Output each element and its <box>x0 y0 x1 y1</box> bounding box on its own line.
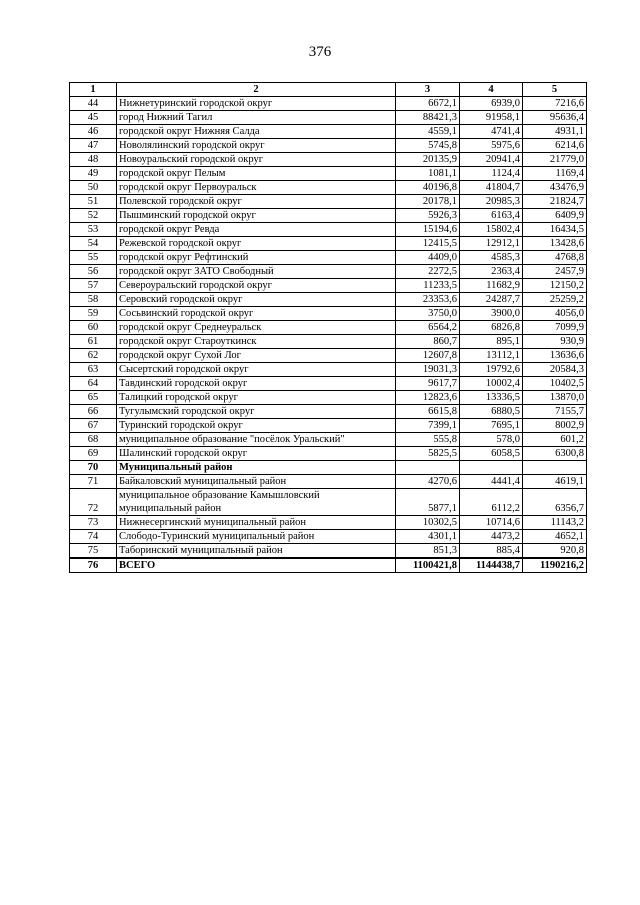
name-cell: городской округ Рефтинский <box>117 251 396 265</box>
row-number-cell: 68 <box>70 433 117 447</box>
value-cell: 6672,1 <box>396 97 460 111</box>
value-cell: 4652,1 <box>523 530 587 544</box>
value-cell: 13336,5 <box>460 391 523 405</box>
value-cell: 920,8 <box>523 544 587 559</box>
value-cell: 578,0 <box>460 433 523 447</box>
value-cell: 10302,5 <box>396 516 460 530</box>
value-cell: 20135,9 <box>396 153 460 167</box>
value-cell: 23353,6 <box>396 293 460 307</box>
table-row <box>70 125 587 139</box>
value-cell: 5926,3 <box>396 209 460 223</box>
name-cell: городской округ Староуткинск <box>117 335 396 349</box>
row-number-cell: 47 <box>70 139 117 153</box>
row-number-cell: 56 <box>70 265 117 279</box>
table-row <box>70 335 587 349</box>
value-cell: 10714,6 <box>460 516 523 530</box>
value-cell: 851,3 <box>396 544 460 559</box>
value-cell: 4056,0 <box>523 307 587 321</box>
row-number-cell: 52 <box>70 209 117 223</box>
name-cell: Слободо-Туринский муниципальный район <box>117 530 396 544</box>
value-cell: 4768,8 <box>523 251 587 265</box>
value-cell: 4619,1 <box>523 475 587 489</box>
table-row <box>70 363 587 377</box>
value-cell: 43476,9 <box>523 181 587 195</box>
name-cell: Режевской городской округ <box>117 237 396 251</box>
table-row <box>70 97 587 111</box>
name-cell: городской округ Пелым <box>117 167 396 181</box>
value-cell: 91958,1 <box>460 111 523 125</box>
row-number-cell: 61 <box>70 335 117 349</box>
table-row <box>70 237 587 251</box>
table-row <box>70 447 587 461</box>
table-row <box>70 167 587 181</box>
table-row <box>70 139 587 153</box>
value-cell: 16434,5 <box>523 223 587 237</box>
row-number-cell: 69 <box>70 447 117 461</box>
value-cell: 1144438,7 <box>460 558 523 573</box>
table-row <box>70 321 587 335</box>
name-cell: Полевской городской округ <box>117 195 396 209</box>
value-cell: 555,8 <box>396 433 460 447</box>
value-cell: 21824,7 <box>523 195 587 209</box>
value-cell: 4473,2 <box>460 530 523 544</box>
row-number-cell: 51 <box>70 195 117 209</box>
table-row <box>70 307 587 321</box>
value-cell: 11682,9 <box>460 279 523 293</box>
name-cell: город Нижний Тагил <box>117 111 396 125</box>
row-number-cell: 66 <box>70 405 117 419</box>
table-row <box>70 349 587 363</box>
value-cell: 4931,1 <box>523 125 587 139</box>
value-cell: 7399,1 <box>396 419 460 433</box>
value-cell: 6409,9 <box>523 209 587 223</box>
table-row <box>70 391 587 405</box>
value-cell: 6564,2 <box>396 321 460 335</box>
name-cell: Серовский городской округ <box>117 293 396 307</box>
value-cell: 1190216,2 <box>523 558 587 573</box>
name-cell: ВСЕГО <box>117 558 396 573</box>
name-cell: Нижнесергинский муниципальный район <box>117 516 396 530</box>
value-cell: 13112,1 <box>460 349 523 363</box>
value-cell: 6615,8 <box>396 405 460 419</box>
value-cell: 7216,6 <box>523 97 587 111</box>
name-cell: городской округ Среднеуральск <box>117 321 396 335</box>
value-cell: 1100421,8 <box>396 558 460 573</box>
name-cell: Талицкий городской округ <box>117 391 396 405</box>
row-number-cell: 71 <box>70 475 117 489</box>
value-cell: 13636,6 <box>523 349 587 363</box>
value-cell: 2457,9 <box>523 265 587 279</box>
name-cell: Пышминский городской округ <box>117 209 396 223</box>
value-cell: 19031,3 <box>396 363 460 377</box>
value-cell: 3900,0 <box>460 307 523 321</box>
row-number-cell: 74 <box>70 530 117 544</box>
value-cell: 6214,6 <box>523 139 587 153</box>
name-cell: муниципальное образование "посёлок Уральский" <box>117 433 396 447</box>
value-cell: 20584,3 <box>523 363 587 377</box>
header-cell: 3 <box>396 83 460 97</box>
name-cell: Муниципальный район <box>117 461 396 475</box>
table-row <box>70 209 587 223</box>
value-cell: 8002,9 <box>523 419 587 433</box>
value-cell: 1124,4 <box>460 167 523 181</box>
name-cell: муниципальное образование Камышловский муниципальный район <box>117 489 396 516</box>
table-row <box>70 475 587 489</box>
table-row <box>70 544 587 559</box>
value-cell: 5975,6 <box>460 139 523 153</box>
row-number-cell: 60 <box>70 321 117 335</box>
value-cell: 10002,4 <box>460 377 523 391</box>
row-number-cell: 75 <box>70 544 117 559</box>
row-number-cell: 76 <box>70 558 117 573</box>
name-cell: городской округ Нижняя Салда <box>117 125 396 139</box>
header-cell: 2 <box>117 83 396 97</box>
value-cell: 6112,2 <box>460 489 523 516</box>
name-cell: городской округ Сухой Лог <box>117 349 396 363</box>
table-row <box>70 153 587 167</box>
value-cell: 6356,7 <box>523 489 587 516</box>
name-cell: Таборинский муниципальный район <box>117 544 396 559</box>
value-cell: 1081,1 <box>396 167 460 181</box>
table-row <box>70 223 587 237</box>
value-cell: 7695,1 <box>460 419 523 433</box>
name-cell: городской округ ЗАТО Свободный <box>117 265 396 279</box>
value-cell: 24287,7 <box>460 293 523 307</box>
row-number-cell: 62 <box>70 349 117 363</box>
name-cell: Сосьвинский городской округ <box>117 307 396 321</box>
table-row <box>70 111 587 125</box>
table-row <box>70 405 587 419</box>
value-cell: 895,1 <box>460 335 523 349</box>
value-cell: 25259,2 <box>523 293 587 307</box>
name-cell: Новоуральский городской округ <box>117 153 396 167</box>
name-cell: Новолялинский городской округ <box>117 139 396 153</box>
table-row <box>70 433 587 447</box>
row-number-cell: 54 <box>70 237 117 251</box>
table-row <box>70 377 587 391</box>
value-cell: 5825,5 <box>396 447 460 461</box>
row-number-cell: 49 <box>70 167 117 181</box>
value-cell: 2272,5 <box>396 265 460 279</box>
row-number-cell: 55 <box>70 251 117 265</box>
value-cell: 4741,4 <box>460 125 523 139</box>
page-number: 376 <box>308 44 332 60</box>
value-cell: 95636,4 <box>523 111 587 125</box>
row-number-cell: 48 <box>70 153 117 167</box>
row-number-cell: 70 <box>70 461 117 475</box>
table-row <box>70 181 587 195</box>
value-cell <box>460 461 523 475</box>
row-number-cell: 50 <box>70 181 117 195</box>
header-cell: 1 <box>70 83 117 97</box>
value-cell: 5745,8 <box>396 139 460 153</box>
row-number-cell: 72 <box>70 489 117 516</box>
table-row <box>70 461 587 475</box>
value-cell: 885,4 <box>460 544 523 559</box>
value-cell: 3750,0 <box>396 307 460 321</box>
value-cell: 41804,7 <box>460 181 523 195</box>
value-cell: 10402,5 <box>523 377 587 391</box>
row-number-cell: 58 <box>70 293 117 307</box>
data-table <box>69 82 587 573</box>
value-cell: 860,7 <box>396 335 460 349</box>
value-cell: 6826,8 <box>460 321 523 335</box>
name-cell: Тавдинский городской округ <box>117 377 396 391</box>
value-cell: 19792,6 <box>460 363 523 377</box>
table-body <box>70 97 587 573</box>
row-number-cell: 53 <box>70 223 117 237</box>
value-cell: 4270,6 <box>396 475 460 489</box>
name-cell: городской округ Первоуральск <box>117 181 396 195</box>
value-cell: 20941,4 <box>460 153 523 167</box>
name-cell: Нижнетуринский городской округ <box>117 97 396 111</box>
value-cell: 12607,8 <box>396 349 460 363</box>
row-number-cell: 46 <box>70 125 117 139</box>
value-cell: 20985,3 <box>460 195 523 209</box>
header-cell: 5 <box>523 83 587 97</box>
table-row <box>70 530 587 544</box>
table-row <box>70 195 587 209</box>
row-number-cell: 45 <box>70 111 117 125</box>
value-cell: 13428,6 <box>523 237 587 251</box>
table-row <box>70 558 587 573</box>
value-cell: 4301,1 <box>396 530 460 544</box>
header-cell: 4 <box>460 83 523 97</box>
name-cell: Байкаловский муниципальный район <box>117 475 396 489</box>
value-cell: 4585,3 <box>460 251 523 265</box>
value-cell: 6058,5 <box>460 447 523 461</box>
value-cell: 9617,7 <box>396 377 460 391</box>
value-cell: 12150,2 <box>523 279 587 293</box>
value-cell: 11143,2 <box>523 516 587 530</box>
value-cell: 1169,4 <box>523 167 587 181</box>
table-row <box>70 293 587 307</box>
value-cell: 6880,5 <box>460 405 523 419</box>
value-cell <box>523 461 587 475</box>
row-number-cell: 63 <box>70 363 117 377</box>
name-cell: городской округ Ревда <box>117 223 396 237</box>
value-cell: 5877,1 <box>396 489 460 516</box>
name-cell: Сысертский городской округ <box>117 363 396 377</box>
value-cell: 7099,9 <box>523 321 587 335</box>
value-cell: 601,2 <box>523 433 587 447</box>
value-cell: 15194,6 <box>396 223 460 237</box>
value-cell: 12823,6 <box>396 391 460 405</box>
value-cell: 13870,0 <box>523 391 587 405</box>
value-cell: 12415,5 <box>396 237 460 251</box>
value-cell: 6163,4 <box>460 209 523 223</box>
value-cell: 88421,3 <box>396 111 460 125</box>
row-number-cell: 65 <box>70 391 117 405</box>
row-number-cell: 64 <box>70 377 117 391</box>
table-row <box>70 251 587 265</box>
value-cell: 6939,0 <box>460 97 523 111</box>
table-row <box>70 489 587 516</box>
table-row <box>70 265 587 279</box>
name-cell: Туринский городской округ <box>117 419 396 433</box>
name-cell: Шалинский городской округ <box>117 447 396 461</box>
table-row <box>70 419 587 433</box>
row-number-cell: 59 <box>70 307 117 321</box>
value-cell: 11233,5 <box>396 279 460 293</box>
value-cell: 40196,8 <box>396 181 460 195</box>
value-cell: 930,9 <box>523 335 587 349</box>
value-cell: 4409,0 <box>396 251 460 265</box>
value-cell: 21779,0 <box>523 153 587 167</box>
row-number-cell: 73 <box>70 516 117 530</box>
row-number-cell: 67 <box>70 419 117 433</box>
value-cell: 4559,1 <box>396 125 460 139</box>
row-number-cell: 44 <box>70 97 117 111</box>
header-row <box>70 83 587 97</box>
value-cell: 7155,7 <box>523 405 587 419</box>
value-cell: 20178,1 <box>396 195 460 209</box>
table-row <box>70 279 587 293</box>
value-cell: 2363,4 <box>460 265 523 279</box>
value-cell: 12912,1 <box>460 237 523 251</box>
value-cell: 4441,4 <box>460 475 523 489</box>
value-cell: 15802,4 <box>460 223 523 237</box>
value-cell: 6300,8 <box>523 447 587 461</box>
value-cell <box>396 461 460 475</box>
row-number-cell: 57 <box>70 279 117 293</box>
table-row <box>70 516 587 530</box>
name-cell: Тугулымский городской округ <box>117 405 396 419</box>
name-cell: Североуральский городской округ <box>117 279 396 293</box>
